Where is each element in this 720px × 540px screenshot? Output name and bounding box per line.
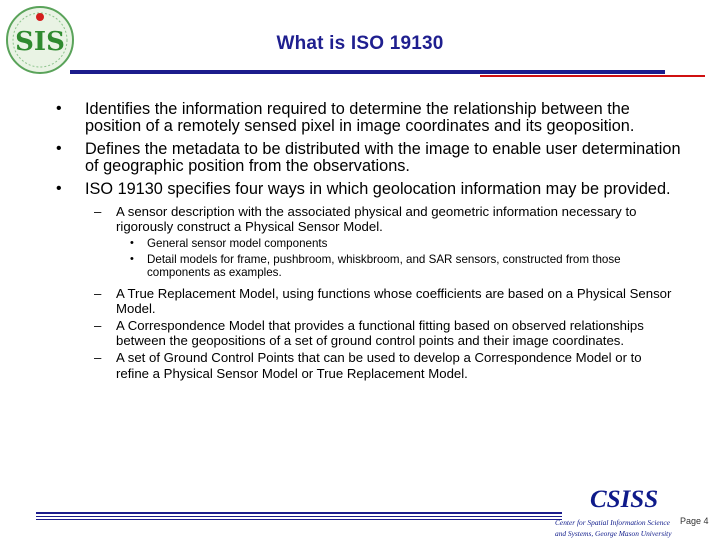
bullet-dot-icon: •	[56, 100, 62, 117]
bullet-item: • Identifies the information required to determine the relationship between the position of a remotely sensed pixel in image coordinates and its geoposition.	[56, 100, 635, 135]
footer-rule	[36, 519, 562, 520]
title-accent-rule	[480, 75, 705, 77]
sub-sub-bullet-item: • General sensor model components	[130, 237, 328, 251]
sub-bullet-item: – A sensor description with the associated physical and geometric information necessary to rigorously construct a Physical Sensor Model.	[94, 203, 637, 235]
bullet-dot-icon: •	[56, 180, 62, 198]
slide-title: What is ISO 19130	[276, 33, 444, 54]
dash-icon: –	[94, 203, 102, 219]
dash-icon: –	[94, 318, 102, 333]
bullet-dot-icon: •	[56, 140, 62, 158]
footer-rule	[36, 512, 562, 514]
svg-text:SIS: SIS	[15, 27, 65, 57]
sub-sub-bullet-item: • Detail models for frame, pushbroom, whiskbroom, and SAR sensors, constructed from those components as examples.	[130, 252, 621, 280]
sub-bullet-item: – A Correspondence Model that provides a functional fitting based on observed relationships between the geopositions of a set of ground control points and their image coordinates.	[94, 318, 644, 349]
dash-icon: –	[94, 350, 102, 366]
bullet-dot-icon: •	[130, 252, 134, 265]
bullet-item: • ISO 19130 specifies four ways in which geolocation information may be provided.	[56, 180, 671, 199]
org-logo-text: CSISS	[590, 486, 659, 513]
org-full-name: Center for Spatial Information Science and Systems, George Mason University	[555, 518, 672, 538]
page-number: Page 4	[680, 516, 709, 526]
bullet-item: • Defines the metadata to be distributed with the image to enable user determination of geographic position from the observations.	[56, 140, 681, 175]
sub-bullet-item: – A set of Ground Control Points that can be used to develop a Correspondence Model or to refine a Physical Sensor Model or True Replacement Model.	[94, 350, 642, 381]
footer-rule	[36, 516, 562, 517]
dash-icon: –	[94, 285, 102, 301]
sub-bullet-item: – A True Replacement Model, using functions whose coefficients are based on a Physical Sensor Model.	[94, 285, 672, 316]
bullet-dot-icon: •	[130, 237, 134, 250]
title-rule	[70, 70, 665, 74]
slide-body	[0, 101, 720, 381]
